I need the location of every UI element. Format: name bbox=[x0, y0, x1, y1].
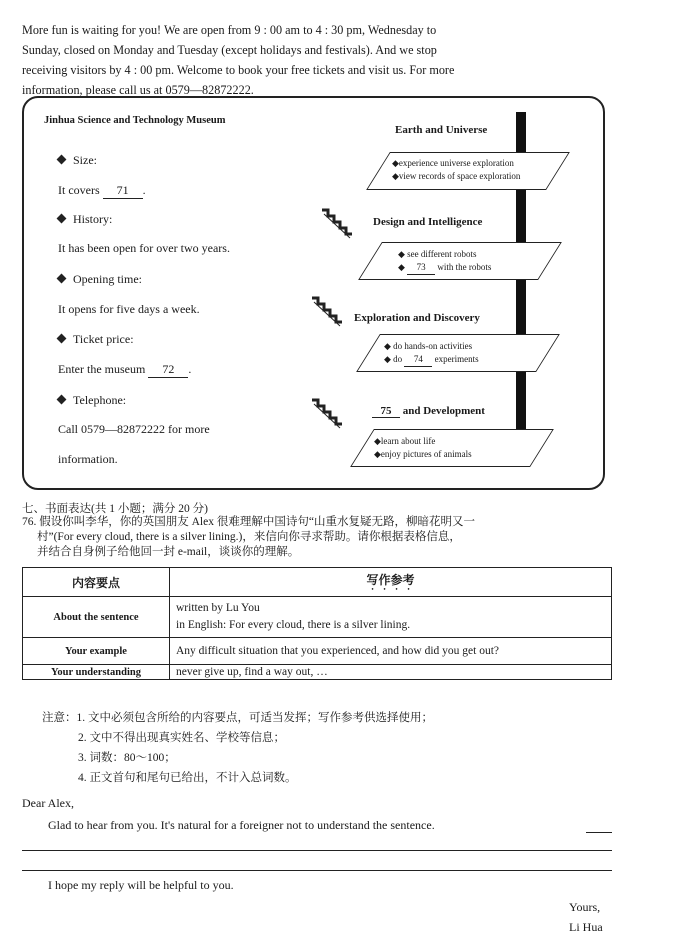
header-writing-reference: 写作参考 bbox=[170, 568, 612, 597]
intro-line: More fun is waiting for you! We are open from 9 : 00 am to 4 : 30 pm, Wednesday to bbox=[22, 23, 437, 37]
floor-title-development: 75 and Development bbox=[370, 405, 487, 418]
row-value: written by Lu You in English: For every cloud, there is a silver lining. bbox=[170, 597, 612, 638]
floor-item: ◆ 73 with the robots bbox=[398, 261, 491, 275]
floor-item: ◆ do hands-on activities bbox=[384, 341, 473, 351]
row-key: Your understanding bbox=[23, 665, 170, 680]
floor-item: ◆learn about life bbox=[374, 436, 436, 446]
letter-signoff: Yours, bbox=[569, 900, 601, 914]
intro-paragraph bbox=[22, 20, 612, 100]
letter-greeting: Dear Alex, bbox=[22, 796, 74, 810]
section-title: 七、书面表达(共 1 小题；满分 20 分) bbox=[22, 503, 208, 515]
floor-title-earth: Earth and Universe bbox=[395, 124, 488, 136]
writing-line[interactable] bbox=[22, 850, 612, 851]
task-line: 村”(For every cloud, there is a silver lining.)，来信向你寻求帮助。请你根据表格信息， bbox=[37, 531, 461, 543]
history-text: It has been open for over two years. bbox=[58, 241, 230, 255]
phone-heading: Telephone: bbox=[58, 393, 126, 408]
note-line: 2. 文中不得出现真实姓名、学校等信息； bbox=[78, 732, 285, 744]
row-value: never give up, find a way out, … bbox=[170, 665, 612, 680]
letter-closing: I hope my reply will be helpful to you. bbox=[48, 878, 234, 892]
opening-heading: Opening time: bbox=[58, 272, 142, 287]
note-line: 注意：1. 文中必须包含所给的内容要点，可适当发挥；写作参考供选择使用； bbox=[42, 712, 433, 724]
note-line: 3. 词数：80～100； bbox=[78, 752, 176, 764]
opening-text: It opens for five days a week. bbox=[58, 302, 200, 316]
requirements-table bbox=[22, 567, 612, 680]
table-row bbox=[23, 597, 612, 638]
diamond-bullet-icon bbox=[57, 395, 67, 405]
museum-title: Jinhua Science and Technology Museum bbox=[44, 115, 226, 126]
row-key: Your example bbox=[23, 638, 170, 665]
table-row bbox=[23, 665, 612, 680]
floor-item: ◆experience universe exploration bbox=[392, 158, 514, 168]
blank-75[interactable]: 75 bbox=[372, 405, 400, 418]
blank-74[interactable]: 74 bbox=[404, 353, 432, 367]
intro-line: Sunday, closed on Monday and Tuesday (except holidays and festivals). And we stop bbox=[22, 43, 437, 57]
task-line: 并结合自身例子给他回一封 e-mail，谈谈你的理解。 bbox=[37, 546, 300, 558]
floor-item: ◆ do 74 experiments bbox=[384, 353, 479, 367]
diamond-bullet-icon bbox=[57, 274, 67, 284]
table-header-row bbox=[23, 568, 612, 597]
floor-title-design: Design and Intelligence bbox=[373, 216, 483, 228]
floor-item: ◆view records of space exploration bbox=[392, 171, 521, 181]
task-description bbox=[22, 515, 622, 560]
size-text: It covers 71 . bbox=[58, 183, 146, 197]
blank-71[interactable]: 71 bbox=[103, 183, 143, 199]
row-key: About the sentence bbox=[23, 597, 170, 638]
floor-item: ◆enjoy pictures of animals bbox=[374, 449, 472, 459]
diamond-bullet-icon bbox=[57, 214, 67, 224]
intro-line: receiving visitors by 4 : 00 pm. Welcome to book your free tickets and visit us. For more bbox=[22, 63, 455, 77]
blank-73[interactable]: 73 bbox=[407, 261, 435, 275]
writing-line[interactable] bbox=[586, 832, 612, 833]
phone-text-2: information. bbox=[58, 452, 118, 466]
table-row bbox=[23, 638, 612, 665]
row-value: Any difficult situation that you experienced, and how did you get out? bbox=[170, 638, 612, 665]
diamond-bullet-icon bbox=[57, 155, 67, 165]
writing-line[interactable] bbox=[22, 870, 612, 871]
intro-line: information, please call us at 0579—82872222. bbox=[22, 83, 254, 97]
floor-item: ◆ see different robots bbox=[398, 249, 477, 259]
history-heading: History: bbox=[58, 212, 112, 227]
diamond-bullet-icon bbox=[57, 334, 67, 344]
header-key-points: 内容要点 bbox=[23, 568, 170, 597]
staircase-icon bbox=[312, 398, 342, 432]
task-line: 76. 假设你叫李华，你的英国朋友 Alex 很难理解中国诗句“山重水复疑无路，柳暗花明又一 bbox=[22, 516, 475, 528]
letter-opening: Glad to hear from you. It's natural for a foreigner not to understand the sentence. bbox=[48, 818, 435, 832]
floor-title-exploration: Exploration and Discovery bbox=[354, 312, 480, 324]
staircase-icon bbox=[312, 296, 342, 330]
note-line: 4. 正文首句和尾句已给出，不计入总词数。 bbox=[78, 772, 297, 784]
blank-72[interactable]: 72 bbox=[148, 362, 188, 378]
notes bbox=[22, 708, 433, 788]
size-heading: Size: bbox=[58, 153, 97, 168]
ticket-text: Enter the museum 72 . bbox=[58, 362, 192, 376]
staircase-icon bbox=[322, 208, 352, 242]
letter-signature: Li Hua bbox=[569, 920, 603, 934]
ticket-heading: Ticket price: bbox=[58, 332, 134, 347]
phone-text: Call 0579—82872222 for more bbox=[58, 422, 210, 436]
